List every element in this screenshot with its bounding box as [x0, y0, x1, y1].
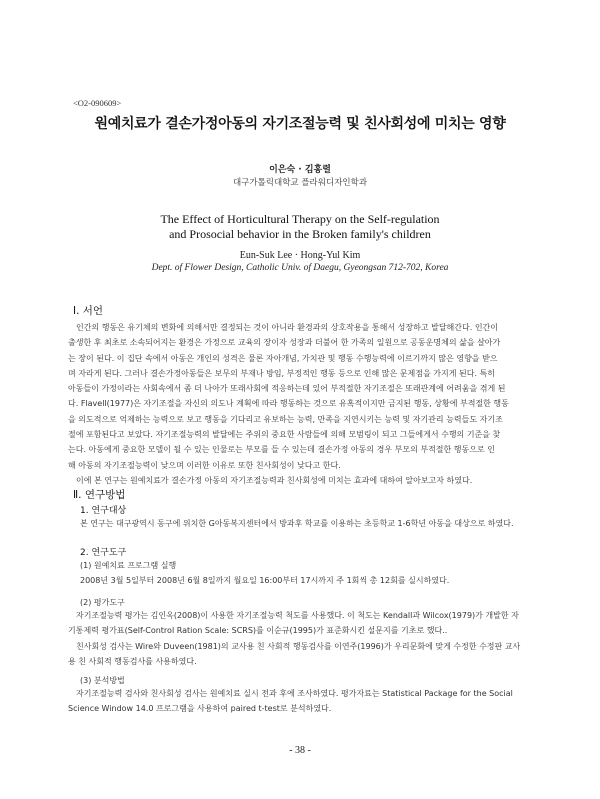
korean-authors: 이은숙 · 김홍렬: [269, 165, 331, 175]
analysis-line: Science Window 14.0 프로그램을 사용하여 paired t-test로 분석하였다.: [68, 704, 332, 714]
english-affiliation: Dept. of Flower Design, Catholic Univ. of Daegu, Gyeongsan 712-702, Korea: [151, 263, 449, 273]
english-title: [0, 212, 600, 242]
item-heading-assessment: (2) 평가도구: [80, 598, 125, 607]
analysis-line: 자기조절능력 검사와 친사회성 검사는 원예치료 실시 전과 후에 조사하였다. 평가자료는 Statistical Package for the Social: [76, 689, 513, 698]
intro-line: 을 의도적으로 억제하는 능력으로 보고 행동을 기다리고 유보하는 능력, 만족을 지연시키는 능력 및 자기관리 능력들도 자기조: [68, 414, 503, 424]
english-title-line-1: The Effect of Horticultural Therapy on the Self-regulation: [160, 212, 440, 226]
intro-line: 며 자라게 된다. 그러나 결손가정아동들은 보무의 부재나 방임, 부정적인 행동 등으로 인해 많은 문제점을 가지게 된다. 특히: [68, 368, 495, 378]
korean-title: 원예치료가 결손가정아동의 자기조절능력 및 친사회성에 미치는 영향: [94, 116, 506, 132]
analysis-paragraph: [68, 686, 534, 717]
subsection-heading-subjects: 1. 연구대상: [80, 506, 127, 516]
introduction-paragraph: [68, 320, 534, 488]
section-heading-methods: Ⅱ. 연구방법: [73, 489, 126, 501]
assessment-line: 자기조절능력 평가는 김인옥(2008)이 사용한 자기조절능력 척도를 사용했다. 이 척도는 Kendall과 Wilcox(1979)가 개발한 자: [76, 611, 519, 620]
paper-code: <O2-090609>: [73, 98, 122, 108]
english-authors: Eun-Suk Lee · Hong-Yul Kim: [239, 250, 361, 261]
intro-line: 는다. 아동에게 중요한 모델이 될 수 있는 인물로는 부모를 들 수 있는데 결손가정 아동의 경우 부모의 부적절한 행동으로 인: [68, 445, 495, 455]
intro-line: 는 장이 된다. 이 집단 속에서 아동은 개인의 성격은 물론 자아개념, 가치관 및 행동 수행능력에 이르기까지 많은 영향을 받으: [68, 353, 498, 363]
korean-affiliation: 대구가톨릭대학교 플라워디자인학과: [232, 178, 368, 188]
assessment-paragraph: [68, 608, 534, 669]
intro-line: 해 아동의 자기조절능력이 낮으며 이러한 이유로 또한 친사회성이 낮다고 한다.: [68, 460, 341, 470]
subjects-text: 본 연구는 대구광역시 동구에 위치한 G아동복지센터에서 방과후 학교를 이용하는 초등학교 1-6학년 아동을 대상으로 하였다.: [80, 519, 514, 528]
intro-line: 아동들이 가정이라는 사회속에서 좀 더 나아가 또래사회에 적응하는데 있어 부적절한 자기조절은 또래관계에 어려움을 겪게 된: [68, 384, 506, 394]
intro-line: 이에 본 연구는 원예치료가 결손가정 아동의 자기조절능력과 친사회성에 미치는 효과에 대하여 알아보고자 하였다.: [76, 475, 473, 485]
program-text: 2008년 3월 5일부터 2008년 6월 8일까지 월요일 16:00부터 17시까지 주 1회씩 총 12회를 실시하였다.: [80, 576, 450, 585]
section-heading-introduction: Ⅰ. 서언: [73, 305, 104, 317]
assessment-line: 용 친 사회적 행동검사를 사용하였다.: [68, 656, 197, 666]
intro-line: 출생한 후 최초로 소속되어지는 환경은 가정으로 교육의 장이자 성장과 더불어 한 가족의 일원으로 공동운명체의 삶을 살아가: [68, 338, 501, 348]
intro-line: 절에 포함된다고 보았다. 자기조절능력의 발달에는 주위의 중요한 사람들에 의해 모범링이 되고 그들에게서 수행의 기준을 찾: [68, 430, 501, 440]
page-number: - 38 -: [289, 745, 311, 756]
assessment-line: 친사회성 검사는 Wire와 Duveen(1981)의 교사용 친 사회적 행동검사를 이연주(1996)가 우리문화에 맞게 수정한 수정판 교사: [76, 641, 521, 651]
intro-line: 다. Flavell(1977)은 자기조절을 자신의 의도나 계획에 따라 행동하는 것으로 유혹적이지만 금지된 행동, 상황에 부적절한 행동: [68, 399, 509, 409]
item-heading-program: (1) 원예치료 프로그램 실행: [80, 561, 177, 570]
item-heading-analysis: (3) 분석방법: [80, 676, 125, 685]
english-title-line-2: and Prosocial behavior in the Broken family's children: [169, 227, 431, 241]
assessment-line: 기통제력 평가표(Self-Control Ration Scale: SCRS)를 이순규(1995)가 표준화시킨 설문지를 기초로 했다..: [68, 626, 448, 636]
intro-line: 인간의 행동은 유기체의 변화에 의해서만 결정되는 것이 아니라 환경과의 상호작용을 통해서 성장하고 발달해간다. 인간이: [76, 323, 498, 332]
subsection-heading-instruments: 2. 연구도구: [80, 548, 127, 558]
